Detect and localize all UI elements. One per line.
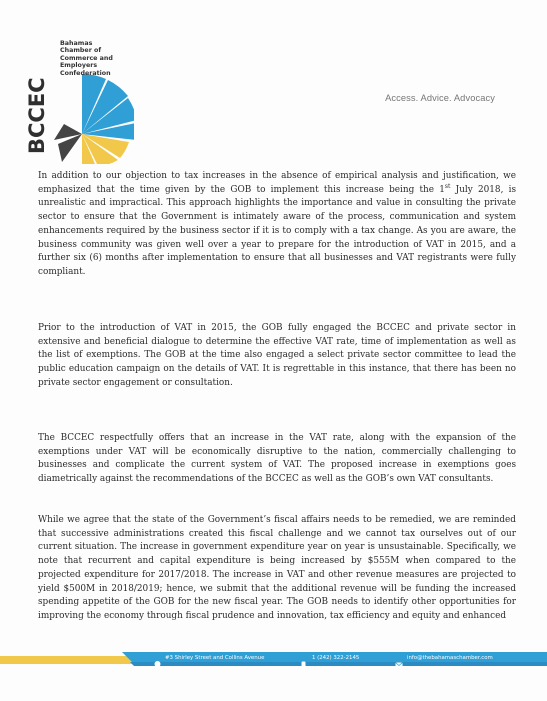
mail-icon: [395, 654, 402, 662]
logo-wordmark: BCCEC: [25, 77, 49, 154]
paragraph-text: In addition to our objection to tax increases in the absence of empirical analysis and justification, we emphasized that the time given by the GOB to implement this increase being the 1: [38, 171, 516, 195]
paragraph-3: The BCCEC respectfully offers that an increase in the VAT rate, along with the expansion of the exemptions under VAT will be economically disruptive to the nation, commercially challenging to businesses and complicate the current system of VAT. The proposed increase in exemptions goes diametrically against the recommendations of the BCCEC as well as the GOB’s own VAT consultants.: [38, 433, 516, 485]
org-name-line: Bahamas: [60, 40, 93, 47]
location-pin-icon: [154, 654, 161, 662]
paragraph-4: While we agree that the state of the Government’s fiscal affairs needs to be remedied, we are reminded that successive administrations created this fiscal challenge and we cannot tax ourselves out of our current situation. The increase in government expenditure year on year is unsustainable. Specifically, we note that recurrent and capital expenditure is being increased by $555M when compared to the projected expenditure for 2017/2018. The increase in VAT and other revenue measures are projected to yield $500M in 2018/2019; hence, we submit that the additional revenue will be funding the increased spending appetite of the GOB for the new fiscal year. The GOB needs to identify other opportunities for improving the economy through fiscal prudence and innovation, tax efficiency and equity and enhanced: [38, 515, 516, 621]
tagline: Access. Advice. Advocacy: [385, 93, 495, 103]
org-name: [60, 40, 130, 77]
paragraph-2: Prior to the introduction of VAT in 2015, the GOB fully engaged the BCCEC and private sector in extensive and beneficial dialogue to determine the effective VAT rate, time of implementation as well as the list of exemptions. The GOB at the time also engaged a select private sector committee to lead the public education campaign on the details of VAT. It is regrettable in this instance, that there has been no private sector engagement or consultation.: [38, 323, 516, 388]
footer-email[interactable]: info@thebahamaschamber.com: [407, 655, 493, 661]
org-name-line: Employers: [60, 62, 98, 70]
phone-icon: [300, 654, 307, 662]
paragraph-1: [38, 170, 516, 280]
org-name-line: Commerce and: [60, 54, 113, 62]
org-name-line: Chamber of: [60, 47, 102, 55]
ordinal-suffix: st: [444, 182, 451, 190]
org-name-line: Confederation: [60, 69, 111, 77]
footer-phone[interactable]: 1 (242) 322-2145: [312, 655, 360, 661]
footer-address: #3 Shirley Street and Collins Avenue: [165, 655, 265, 661]
paragraph-text: July 2018, is unrealistic and impractical. This approach highlights the importance and value in consulting the private sector to ensure that the Government is intimately aware of the process, communication and system enhancements required by the business sector if it is to comply with a tax change. As you are aware, the business community was given well over a year to prepare for the introduction of VAT in 2015, and a further six (6) months after implementation to ensure that all businesses and VAT registrants were fully compliant.: [38, 184, 517, 277]
